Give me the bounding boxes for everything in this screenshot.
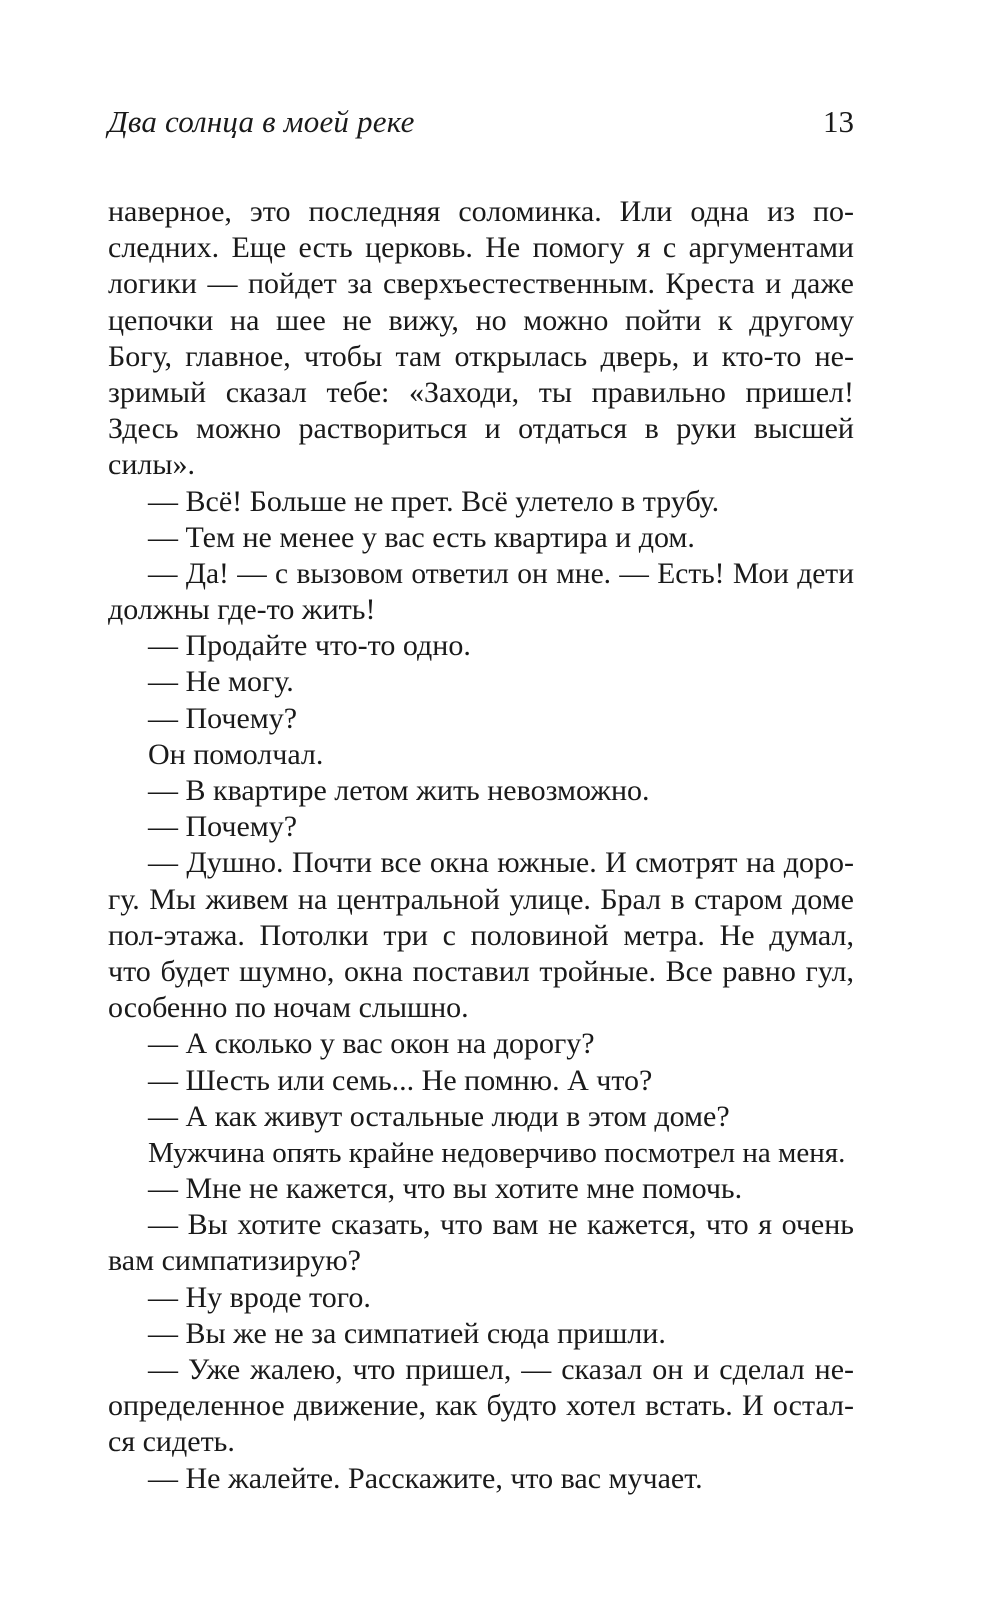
text-line: — В квартире летом жить невозможно. bbox=[148, 774, 650, 807]
text-line: ся сидеть. bbox=[108, 1425, 235, 1459]
text-line: — А сколько у вас окон на дорогу? bbox=[148, 1027, 595, 1061]
running-title: Два солнца в моей реке bbox=[108, 104, 415, 139]
text-line: Богу, главное, чтобы там открылась дверь, и кто-то не- bbox=[108, 339, 854, 373]
text-line: следних. Еще есть церковь. Не помогу я с аргументами bbox=[108, 231, 854, 265]
text-line: вам симпатизирую? bbox=[108, 1244, 361, 1278]
text-line: Мужчина опять крайне недоверчиво посмотрел на меня. bbox=[148, 1136, 846, 1169]
text-line: — Мне не кажется, что вы хотите мне помочь. bbox=[148, 1172, 743, 1206]
body-text bbox=[108, 194, 854, 1497]
text-line: силы». bbox=[108, 448, 195, 482]
text-line: — Вы же не за симпатией сюда пришли. bbox=[148, 1316, 666, 1350]
text-line: Он помолчал. bbox=[148, 737, 324, 771]
text-line: пол-этажа. Потолки три с половиной метра. Не думал, bbox=[108, 918, 854, 952]
text-line: — Почему? bbox=[148, 701, 298, 735]
text-line: зримый сказал тебе: «Заходи, ты правильно пришел! bbox=[108, 375, 854, 409]
text-line: что будет шумно, окна поставил тройные. Все равно гул, bbox=[108, 954, 854, 988]
text-line: наверное, это последняя соломинка. Или одна из по- bbox=[108, 195, 854, 228]
text-line: — Уже жалею, что пришел, — сказал он и сделал не- bbox=[148, 1353, 854, 1386]
text-line: должны где-то жить! bbox=[108, 593, 376, 627]
text-line: — Тем не менее у вас есть квартира и дом. bbox=[148, 520, 695, 554]
text-line: — Ну вроде того. bbox=[148, 1280, 371, 1314]
text-line: цепочки на шее не вижу, но можно пойти к другому bbox=[108, 303, 854, 337]
text-line: — Да! — с вызовом ответил он мне. — Есть! Мои дети bbox=[148, 557, 854, 590]
text-line: — А как живут остальные люди в этом доме? bbox=[148, 1099, 730, 1133]
text-line: — Душно. Почти все окна южные. И смотрят на доро- bbox=[148, 846, 854, 880]
text-line: — Продайте что-то одно. bbox=[148, 629, 471, 663]
text-line: — Вы хотите сказать, что вам не кажется, что я очень bbox=[148, 1208, 854, 1242]
text-line: — Не жалейте. Расскажите, что вас мучает. bbox=[148, 1461, 703, 1495]
running-head bbox=[108, 104, 854, 148]
text-line: — Всё! Больше не прет. Всё улетело в трубу. bbox=[148, 484, 720, 518]
text-line: особенно по ночам слышно. bbox=[108, 991, 469, 1025]
text-line: гу. Мы живем на центральной улице. Брал в старом доме bbox=[108, 882, 854, 916]
text-line: Здесь можно раствориться и отдаться в руки высшей bbox=[108, 412, 854, 446]
text-line: — Шесть или семь... Не помню. А что? bbox=[148, 1063, 653, 1097]
text-line: логики — пойдет за сверхъестественным. Креста и даже bbox=[108, 267, 854, 301]
text-line: определенное движение, как будто хотел встать. И остал- bbox=[108, 1389, 854, 1423]
text-line: — Почему? bbox=[148, 810, 298, 844]
page-number: 13 bbox=[823, 104, 854, 139]
text-line: — Не могу. bbox=[148, 665, 294, 699]
